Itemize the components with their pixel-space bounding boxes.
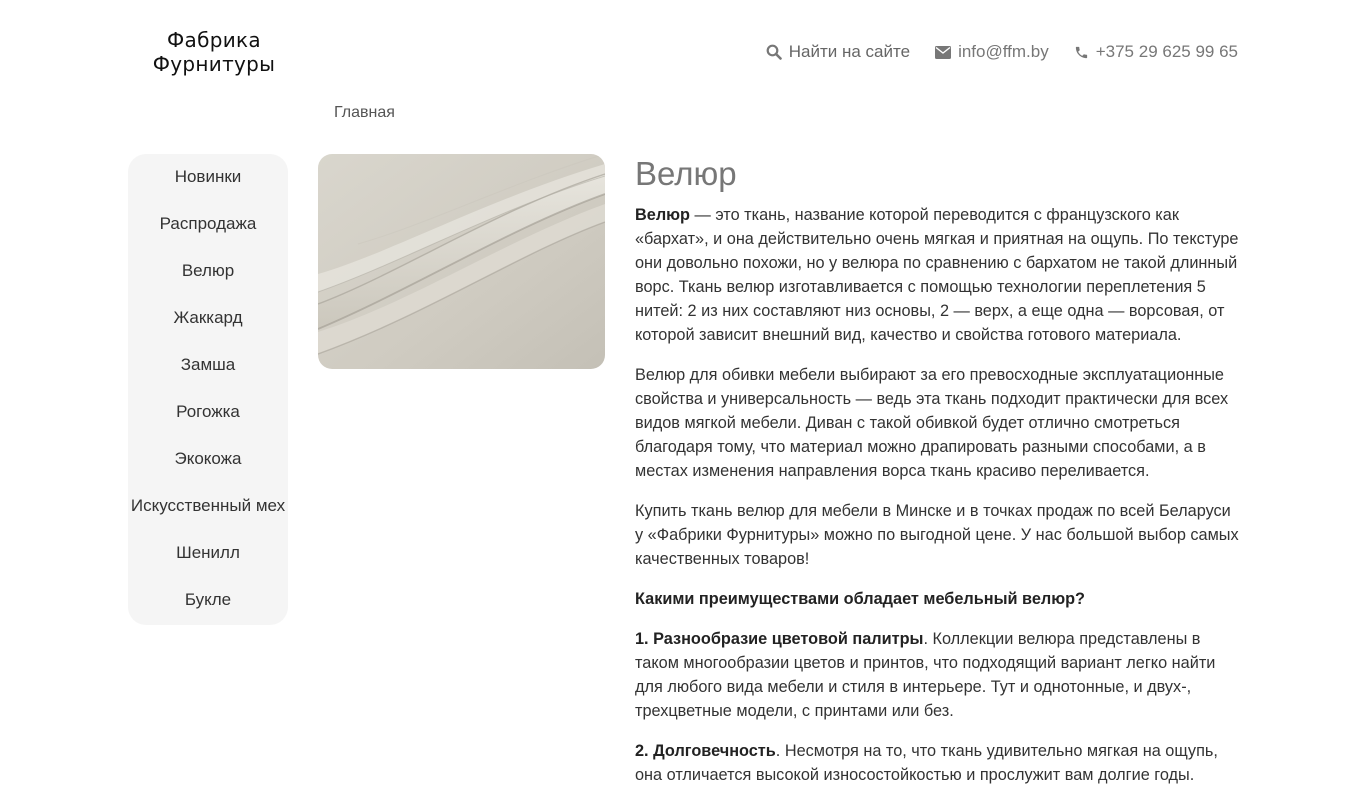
sidebar-item-jacquard[interactable]: Жаккард [173, 308, 243, 327]
product-image [318, 154, 605, 369]
intro-text: — это ткань, название которой переводится с французского как «бархат», и она действительно очень мягкая и приятная на ощупь. По текстуре они довольно похожи, но у велюра по сравнению с бархатом не такой длинный ворс. Ткань велюр изготавливается с помощью технологии переплетения 5 нитей: 2 из них составляют низ основы, 2 — верх, а еще одна — ворсовая, от которой зависит внешний вид, качество и свойства готового материала. [635, 206, 1239, 344]
phone-link[interactable] [1074, 42, 1238, 62]
page-title: Велюр [635, 155, 737, 192]
phone-icon [1074, 45, 1089, 60]
paragraph-upholstery: Велюр для обивки мебели выбирают за его превосходные эксплуатационные свойства и универсальность — ведь эта ткань подходит практически для всех видов мягкой мебели. Диван с такой обивкой будет отлично смотреться благодаря тому, что материал можно драпировать разными способами, а в местах изменения направления ворса ткань красиво переливается. [635, 366, 1229, 480]
email-link[interactable] [935, 42, 1049, 62]
benefit-1-title: 1. Разнообразие цветовой палитры [635, 630, 924, 648]
benefits-heading-text: Какими преимуществами обладает мебельный велюр? [635, 590, 1086, 608]
breadcrumb [334, 104, 395, 122]
paragraph-buy: Купить ткань велюр для мебели в Минске и в точках продаж по всей Беларуси у «Фабрики Фурнитуры» можно по выгодной цене. У нас большой выбор самых качественных товаров! [635, 502, 1239, 568]
site-search-link[interactable] [766, 42, 910, 62]
benefit-2 [635, 739, 1240, 787]
benefit-1-text: . Коллекции велюра представлены в таком многообразии цветов и принтов, что подходящий вариант легко найти для любого вида мебели и стиля в интерьере. Тут и однотонные, и двух-, трехцветные модели, с принтами или без. [635, 630, 1216, 720]
sidebar-item-velour[interactable]: Велюр [181, 261, 235, 280]
benefits-heading [635, 587, 1240, 611]
breadcrumb-home[interactable]: Главная [334, 104, 395, 121]
sidebar-item-suede[interactable]: Замша [180, 355, 236, 374]
article [635, 154, 1240, 803]
benefit-2-text: . Несмотря на то, что ткань удивительно мягкая на ощупь, она отличается высокой износостойкостью и прослужит вам долгие годы. [635, 742, 1218, 784]
intro-term: Велюр [635, 206, 691, 224]
sidebar-item-new[interactable]: Новинки [174, 167, 242, 186]
sidebar-item-boucle[interactable]: Букле [184, 590, 232, 609]
site-search-label: Найти на сайте [788, 42, 911, 61]
site-logo[interactable] [144, 28, 284, 76]
envelope-icon [935, 46, 951, 59]
header-links [741, 42, 1238, 62]
sidebar-item-matting[interactable]: Рогожка [176, 402, 240, 421]
sidebar-item-faux-fur[interactable]: Искусственный мех [130, 496, 286, 515]
category-sidebar [128, 154, 288, 625]
sidebar-item-chenille[interactable]: Шенилл [176, 543, 240, 562]
search-icon [766, 44, 782, 60]
logo-line-2: Фурнитуры [152, 52, 276, 76]
sidebar-item-eco-leather[interactable]: Экокожа [174, 449, 242, 468]
phone-number: +375 29 625 99 65 [1095, 42, 1238, 61]
benefit-1 [635, 627, 1240, 723]
paragraph-intro [635, 203, 1240, 347]
benefit-2-title: 2. Долговечность [635, 742, 776, 760]
logo-line-1: Фабрика [167, 28, 261, 52]
sidebar-item-sale[interactable]: Распродажа [159, 214, 257, 233]
email-address: info@ffm.by [958, 42, 1049, 61]
